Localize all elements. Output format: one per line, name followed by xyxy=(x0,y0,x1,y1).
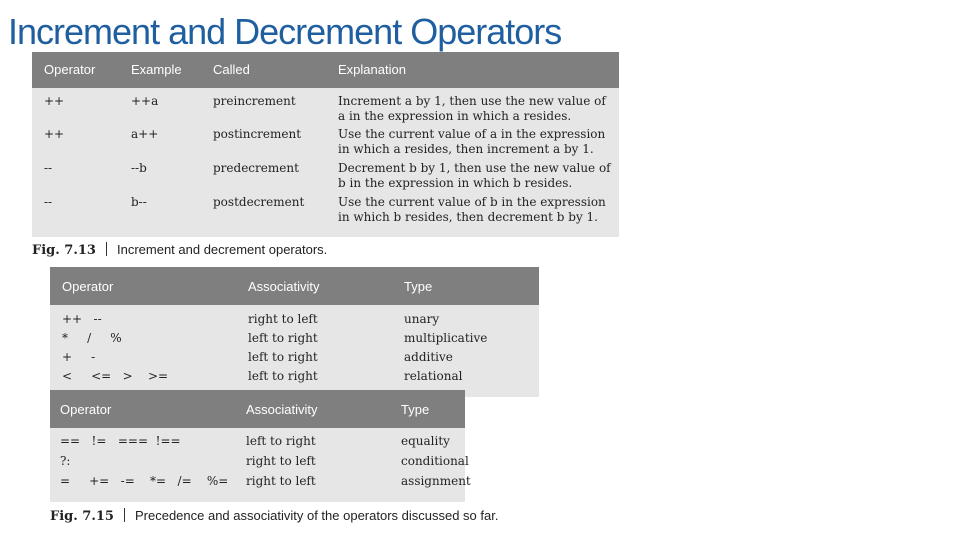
operator-cell: + - xyxy=(62,350,96,364)
operator-cell: * / % xyxy=(62,331,122,345)
col-header-associativity: Associativity xyxy=(248,279,320,294)
operator-cell: < <= > >= xyxy=(62,369,169,383)
explanation-cell: Decrement b by 1, then use the new value of b in the expression in which b resides. xyxy=(338,161,611,190)
precedence-table-1 xyxy=(50,267,539,397)
associativity-cell: right to left xyxy=(246,474,316,488)
table-header-row xyxy=(50,267,539,305)
caption-label: Fig. 7.13 xyxy=(32,243,96,258)
col-header-operator: Operator xyxy=(62,279,114,294)
called-cell: postdecrement xyxy=(213,195,305,209)
explanation-cell: Use the current value of a in the expression in which a resides, then increment a by 1. xyxy=(338,127,606,156)
example-cell: --b xyxy=(131,161,147,175)
associativity-cell: left to right xyxy=(248,350,318,364)
operator-cell: ?: xyxy=(60,454,71,468)
type-cell: additive xyxy=(404,350,453,364)
example-cell: a++ xyxy=(131,127,159,141)
called-cell: predecrement xyxy=(213,161,299,175)
caption-text: Precedence and associativity of the operators discussed so far. xyxy=(134,508,499,523)
example-cell: b-- xyxy=(131,195,147,209)
type-cell: unary xyxy=(404,312,440,326)
example-cell: ++a xyxy=(131,94,159,108)
operator-cell: == != === !== xyxy=(60,434,181,448)
operator-cell: -- xyxy=(44,161,53,175)
operator-cell: ++ xyxy=(44,94,65,108)
associativity-cell: right to left xyxy=(248,312,318,326)
operator-cell: = += -= *= /= %= xyxy=(60,474,229,488)
type-cell: relational xyxy=(404,369,463,383)
col-header-example: Example xyxy=(131,62,182,77)
called-cell: preincrement xyxy=(213,94,296,108)
table-header-row xyxy=(32,52,619,88)
type-cell: conditional xyxy=(401,454,469,468)
type-cell: multiplicative xyxy=(404,331,488,345)
caption-label: Fig. 7.15 xyxy=(50,509,114,524)
precedence-table-2 xyxy=(50,390,471,502)
associativity-cell: left to right xyxy=(248,369,318,383)
caption-divider xyxy=(106,242,107,256)
figure-caption-7-13 xyxy=(32,242,327,258)
associativity-cell: left to right xyxy=(248,331,318,345)
table-header-row xyxy=(50,390,465,428)
col-header-operator: Operator xyxy=(44,62,96,77)
caption-text: Increment and decrement operators. xyxy=(116,242,328,257)
col-header-type: Type xyxy=(404,279,433,294)
col-header-associativity: Associativity xyxy=(246,402,318,417)
slide-title: Increment and Decrement Operators xyxy=(8,11,562,52)
called-cell: postincrement xyxy=(213,127,302,141)
col-header-type: Type xyxy=(401,402,430,417)
explanation-cell: Use the current value of b in the expression in which b resides, then decrement b by 1. xyxy=(338,195,606,224)
associativity-cell: right to left xyxy=(246,454,316,468)
col-header-called: Called xyxy=(213,62,250,77)
type-cell: assignment xyxy=(401,474,471,488)
figure-caption-7-15 xyxy=(50,508,498,524)
operator-cell: -- xyxy=(44,195,53,209)
explanation-cell: Increment a by 1, then use the new value of a in the expression in which a resides. xyxy=(338,94,606,123)
type-cell: equality xyxy=(401,434,450,448)
caption-divider xyxy=(124,508,125,522)
col-header-explanation: Explanation xyxy=(338,62,406,77)
increment-decrement-table xyxy=(32,52,619,237)
col-header-operator: Operator xyxy=(60,402,112,417)
operator-cell: ++ xyxy=(44,127,65,141)
operator-cell: ++ -- xyxy=(62,312,102,326)
associativity-cell: left to right xyxy=(246,434,316,448)
